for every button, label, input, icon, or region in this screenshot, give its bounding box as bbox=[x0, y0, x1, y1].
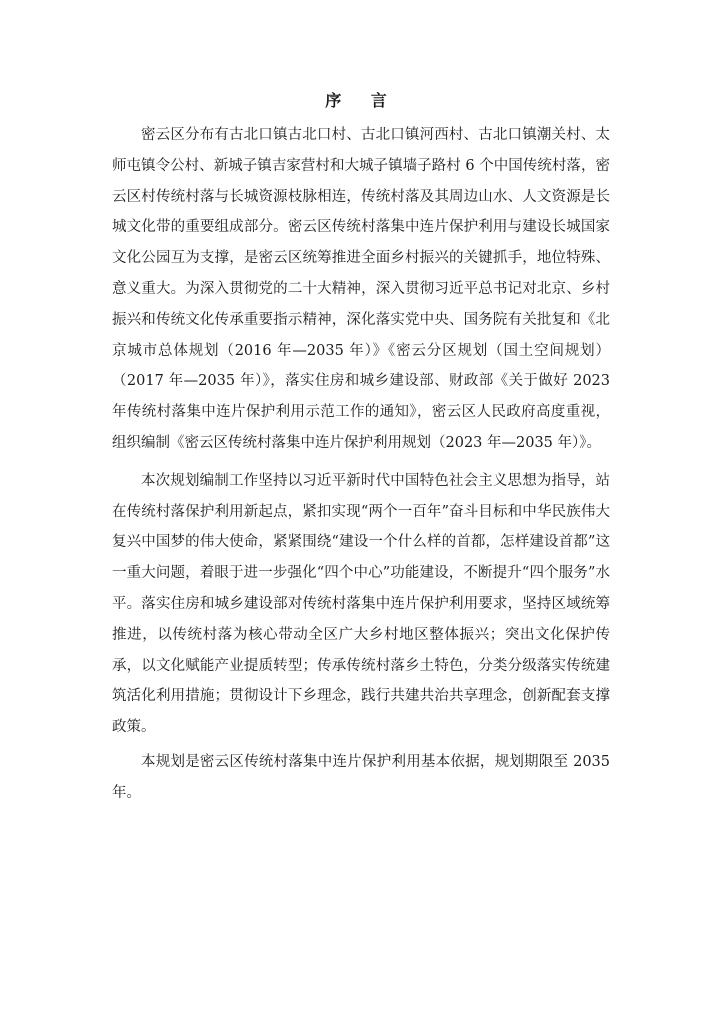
paragraph-basis: 本规划是密云区传统村落集中连片保护利用基本依据，规划期限至 2035 年。 bbox=[112, 753, 610, 801]
paragraph-intro: 密云区分布有古北口镇古北口村、古北口镇河西村、古北口镇潮关村、太师屯镇令公村、新城子镇吉家营村和大城子镇墙子路村 6 个中国传统村落，密云区村传统村落与长城资源枝脉相连，传统村落及其周边山水、人文资源是长城文化带的重要组成部分。密云区传统村落集中连片保护利用与建设长城国家文化公园互为支撑，是密云区统筹推进全面乡村振兴的关键抓手，地位特殊、意义重大。为深入贯彻党的二十大精神，深入贯彻习近平总书记对北京、乡村振兴和传统文化传承重要指示精神，深化落实党中央、国务院有关批复和《北京城市总体规划（2016 年—2035 年）》《密云分区规划（国土空间规划）（2017 年—2035 年）》，落实住房和城乡建设部、财政部《关于做好 2023 年传统村落集中连片保护利用示范工作的通知》，密云区人民政府高度重视，组织编制《密云区传统村落集中连片保护利用规划（2023 年—2035 年）》。 bbox=[112, 127, 610, 451]
body-text bbox=[112, 120, 610, 809]
page-title: 序 言 bbox=[325, 91, 399, 110]
paragraph-guidance: 本次规划编制工作坚持以习近平新时代中国特色社会主义思想为指导，站在传统村落保护利用新起点，紧扣实现“两个一百年”奋斗目标和中华民族伟大复兴中国梦的伟大使命，紧紧围绕“建设一个什么样的首都，怎样建设首都”这一重大问题，着眼于进一步强化“四个中心”功能建设，不断提升“四个服务”水平。落实住房和城乡建设部对传统村落集中连片保护利用要求，坚持区域统筹推进，以传统村落为核心带动全区广大乡村地区整体振兴；突出文化保护传承，以文化赋能产业提质转型；传承传统村落乡土特色，分类分级落实传统建筑活化利用措施；贯彻设计下乡理念，践行共建共治共享理念，创新配套支撑政策。 bbox=[112, 472, 610, 736]
